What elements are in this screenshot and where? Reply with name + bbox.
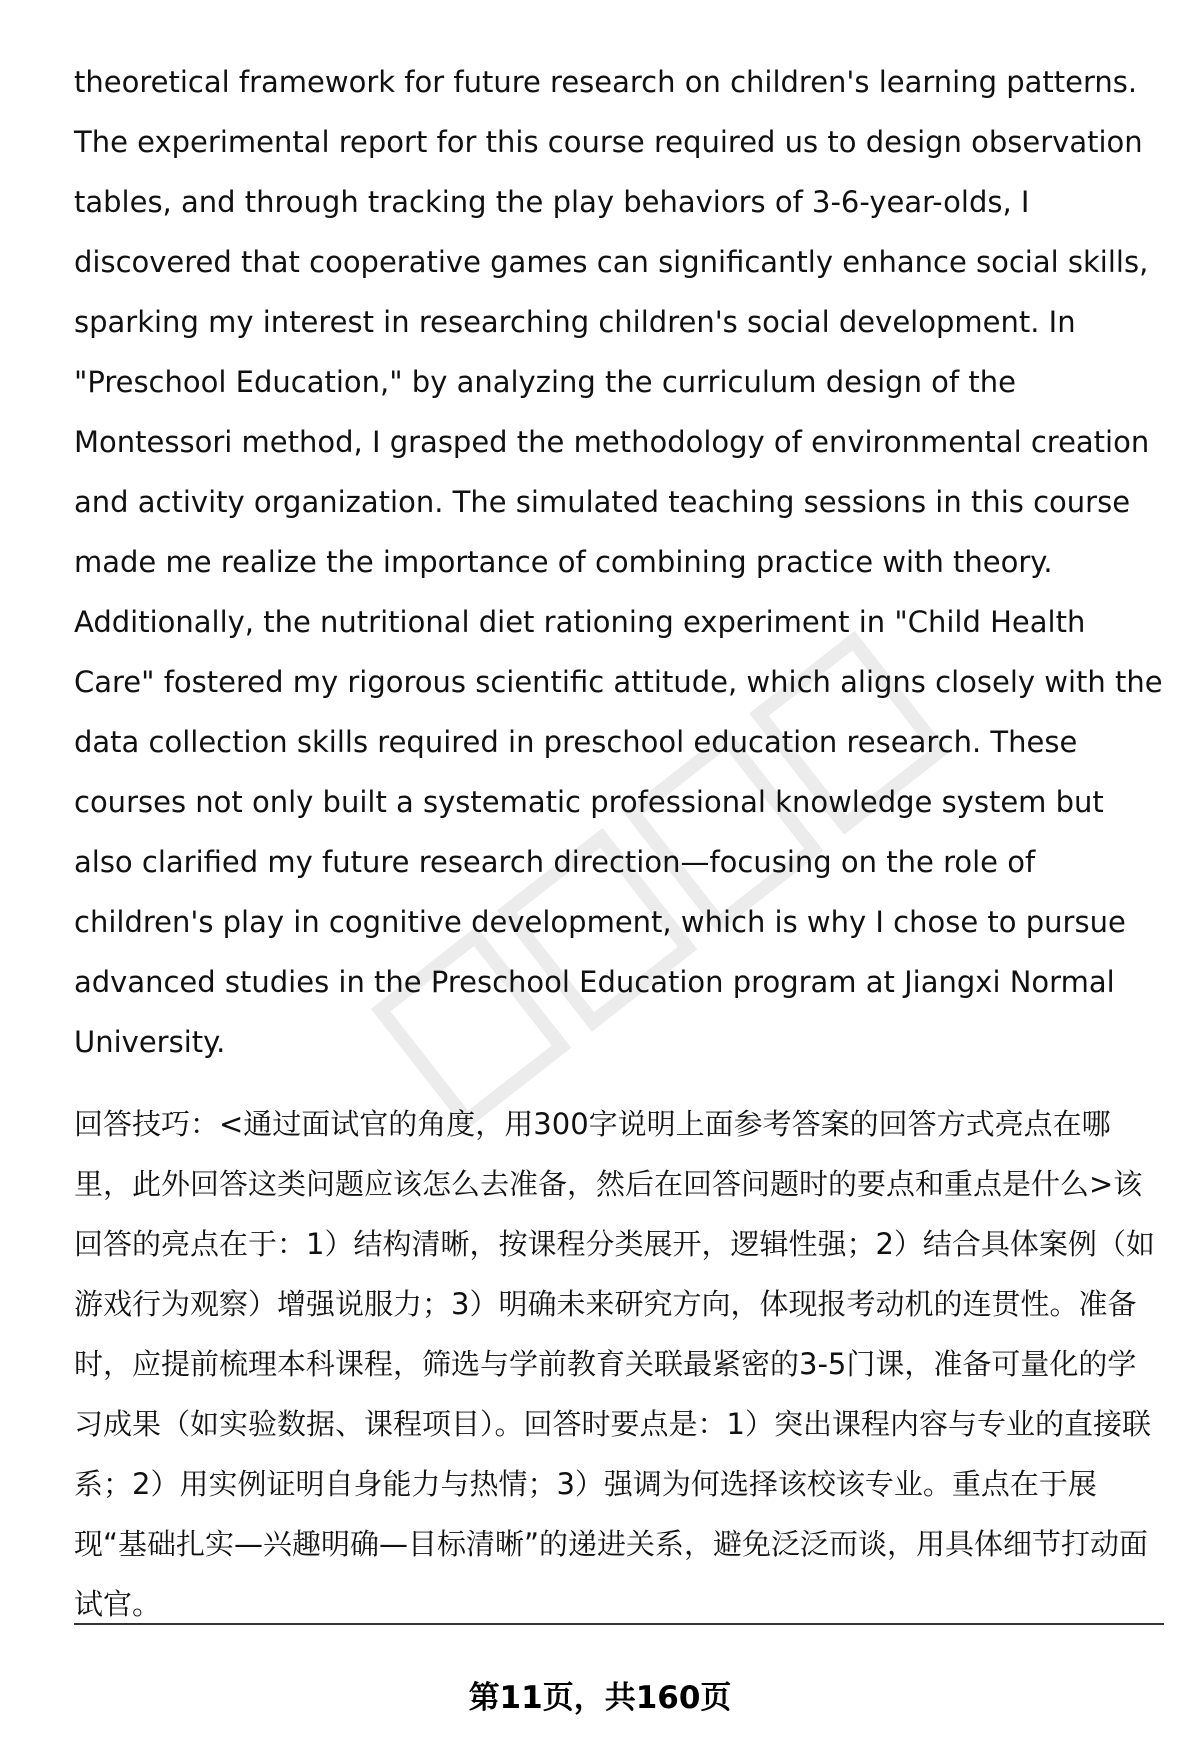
answer-tips-paragraph: 回答技巧：<通过面试官的角度，用300字说明上面参考答案的回答方式亮点在哪里，此外回答这类问题应该怎么去准备，然后在回答问题时的要点和重点是什么>该回答的亮点在于：1）结构清晰，按课程分类展开，逻辑性强；2）结合具体案例（如游戏行为观察）增强说服力；3）明确未来研究方向，体现报考动机的连贯性。准备时，应提前梳理本科课程，筛选与学前教育关联最紧密的3-5门课，准备可量化的学习成果（如实验数据、课程项目）。回答时要点是：1）突出课程内容与专业的直接联系；2）用实例证明自身能力与热情；3）强调为何选择该校该专业。重点在于展现“基础扎实—兴趣明确—目标清晰”的递进关系，避免泛泛而谈，用具体细节打动面试官。 (74, 1107, 1155, 1621)
page-number: 第11页，共160页 (468, 1680, 732, 1716)
english-paragraph: theoretical framework for future research on children's learning patterns. The experimental report for this course required us to design observation tables, and through tracking the play behaviors of 3-6-year-olds, I discovered that cooperative games can significantly enhance social skills, sparking my interest in researching children's social development. In "Preschool Education," by analyzing the curriculum design of the Montessori method, I grasped the methodology of environmental creation and activity organization. The simulated teaching sessions in this course made me realize the importance of combining practice with theory. Additionally, the nutritional diet rationing experiment in "Child Health Care" fostered my rigorous scientific attitude, which aligns closely with the data collection skills required in preschool education research. These courses not only built a systematic professional knowledge system but also clarified my future research direction—focusing on the role of children's play in cognitive development, which is why I chose to pursue advanced studies in the Preschool Education program at Jiangxi Normal University. (74, 65, 1163, 1059)
footer-divider (74, 1623, 1164, 1625)
page-content (74, 52, 1164, 1634)
